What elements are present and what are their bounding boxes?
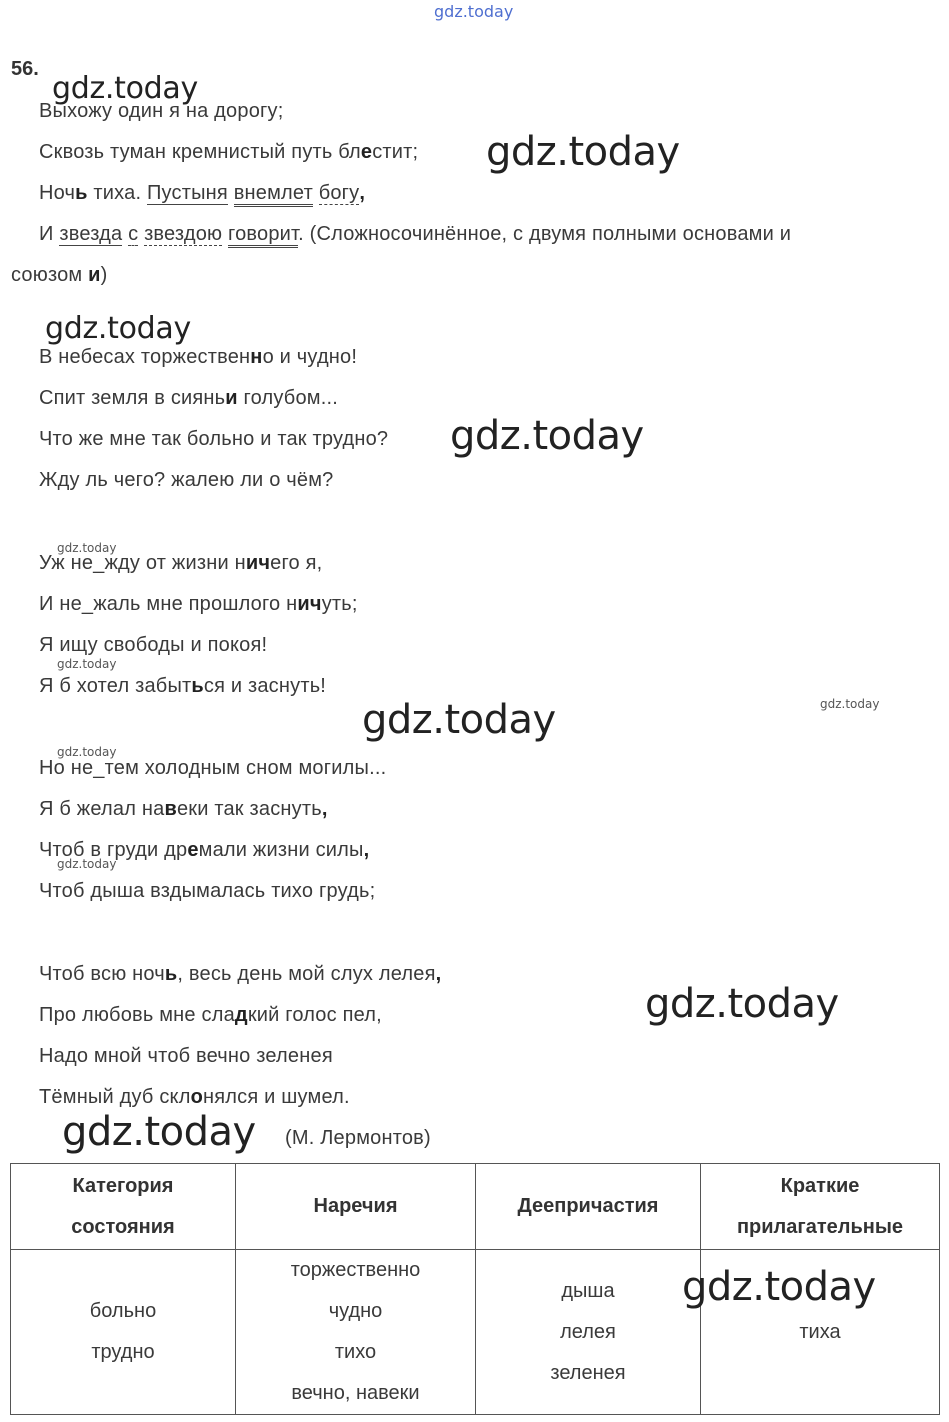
watermark: gdz.today: [62, 1109, 256, 1155]
subject-underline: звезда: [59, 223, 123, 245]
table-cell: дыша лелея зеленея: [476, 1250, 701, 1415]
object-underline: богу: [318, 182, 360, 204]
poem-line: Чтоб всю ночь, весь день мой слух лелея,: [39, 963, 442, 985]
poem-line: Про любовь мне сладкий голос пел,: [39, 1004, 382, 1026]
watermark: gdz.today: [682, 1264, 876, 1310]
table-cell: тиха: [701, 1250, 940, 1415]
watermark: gdz.today: [486, 129, 680, 175]
poem-line: союзом и): [11, 264, 108, 286]
poem-line: В небесах торжественно и чудно!: [39, 346, 358, 368]
table-header-cell: Деепричастия: [476, 1164, 701, 1250]
poem-line: Я б хотел забыться и заснуть!: [39, 675, 327, 697]
table-header-cell: Наречия: [236, 1164, 476, 1250]
poem-line: Надо мной чтоб вечно зеленея: [39, 1045, 333, 1067]
poem-line: Уж не_жду от жизни ничего я,: [39, 552, 323, 574]
table-header-cell: Категория состояния: [11, 1164, 236, 1250]
poem-line: Жду ль чего? жалею ли о чём?: [39, 469, 334, 491]
watermark: gdz.today: [52, 71, 198, 106]
subject-underline: Пустыня: [146, 182, 228, 204]
poem-line: Ночь тиха. Пустыня внемлет богу,: [39, 181, 365, 205]
watermark: gdz.today: [45, 311, 191, 346]
predicate-underline: говорит: [228, 223, 298, 248]
poem-line: И звезда с звездою говорит. (Сложносочинённое, с двумя полными основами и: [39, 222, 791, 246]
poem-line: Чтоб дыша вздымалась тихо грудь;: [39, 880, 376, 902]
poem-line: Что же мне так больно и так трудно?: [39, 428, 389, 450]
site-watermark-top: gdz.today: [434, 2, 514, 21]
watermark: gdz.today: [57, 857, 117, 871]
table-header-row: [11, 1164, 940, 1250]
object-underline: звездою: [144, 223, 223, 245]
watermark: gdz.today: [820, 697, 880, 711]
watermark: gdz.today: [645, 981, 839, 1027]
watermark: gdz.today: [57, 745, 117, 759]
table-cell: больно трудно: [11, 1250, 236, 1415]
poem-line: Но не_тем холодным сном могилы...: [39, 757, 387, 779]
poem-line: Выхожу один я на дорогу;: [39, 100, 284, 122]
poem-line: И не_жаль мне прошлого ничуть;: [39, 593, 358, 615]
watermark: gdz.today: [450, 413, 644, 459]
poem-line: Сквозь туман кремнистый путь блестит;: [39, 141, 419, 163]
watermark: gdz.today: [57, 657, 117, 671]
poem-line: Спит земля в сияньи голубом...: [39, 387, 338, 409]
poem-line: Я б желал навеки так заснуть,: [39, 798, 328, 820]
watermark: gdz.today: [362, 697, 556, 743]
poem-line: Я ищу свободы и покоя!: [39, 634, 268, 656]
table-cell: торжественно чудно тихо вечно, навеки: [236, 1250, 476, 1415]
poem-line: Тёмный дуб склонялся и шумел.: [39, 1086, 350, 1108]
poem-author: (М. Лермонтов): [285, 1127, 431, 1149]
watermark: gdz.today: [57, 541, 117, 555]
poem-line: Чтоб в груди дремали жизни силы,: [39, 839, 370, 861]
predicate-underline: внемлет: [234, 182, 313, 207]
exercise-number: 56.: [11, 58, 39, 80]
table-header-cell: Краткие прилагательные: [701, 1164, 940, 1250]
